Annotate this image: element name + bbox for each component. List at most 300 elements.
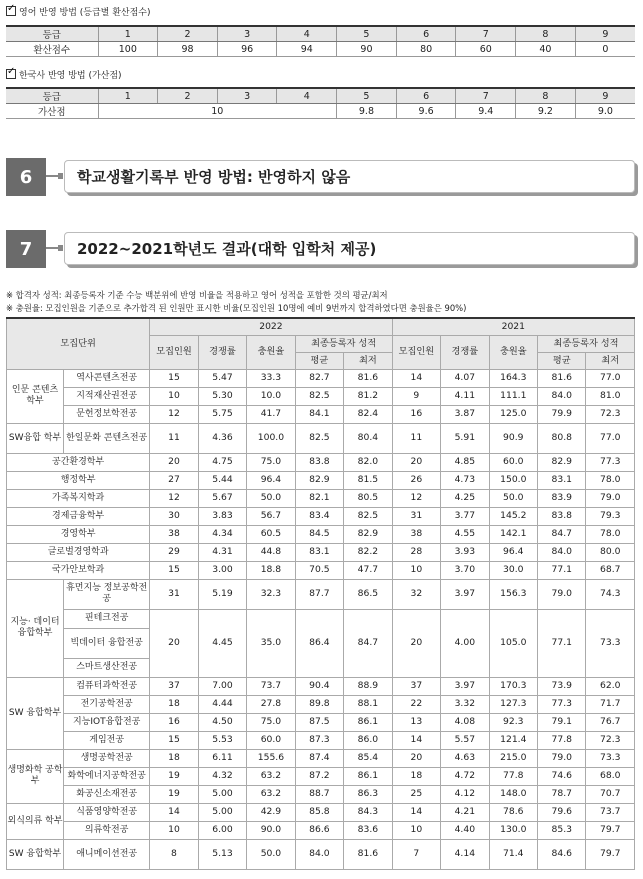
unit-header: 모집단위 (7, 318, 150, 369)
value-cell: 37 (150, 677, 198, 695)
department-cell: 경제금융학부 (7, 507, 150, 525)
value-cell: 37 (392, 677, 440, 695)
value-cell: 3.93 (441, 543, 489, 561)
value-cell: 50.0 (247, 489, 295, 507)
section-7-banner (6, 230, 635, 268)
value-cell: 18 (150, 695, 198, 713)
table-row (7, 785, 635, 803)
department-cell: 행정학부 (7, 471, 150, 489)
value-cell: 7 (392, 839, 440, 869)
grade-cell: 8 (516, 88, 576, 104)
checkbox-icon (6, 69, 16, 79)
value-cell: 4.34 (198, 525, 246, 543)
value-cell: 16 (392, 405, 440, 423)
value-cell: 78.0 (586, 525, 635, 543)
min-header: 최저 (344, 352, 392, 369)
value-cell: 10.0 (247, 387, 295, 405)
value-cell: 87.3 (295, 731, 343, 749)
table-row (7, 525, 635, 543)
quota-header: 모집인원 (150, 335, 198, 369)
value-cell: 33.3 (247, 369, 295, 387)
fill-rate-header: 충원율 (247, 335, 295, 369)
section-number: 7 (6, 230, 46, 268)
table-row (7, 507, 635, 525)
value-cell: 87.2 (295, 767, 343, 785)
value-cell: 20 (150, 453, 198, 471)
value-cell: 79.1 (538, 713, 586, 731)
value-cell: 81.2 (344, 387, 392, 405)
value-cell: 25 (392, 785, 440, 803)
score-cell: 80 (396, 42, 456, 57)
value-cell: 105.0 (489, 609, 537, 677)
value-cell: 81.5 (344, 471, 392, 489)
value-cell: 14 (392, 803, 440, 821)
table-row (7, 749, 635, 767)
value-cell: 10 (392, 821, 440, 839)
value-cell: 4.00 (441, 609, 489, 677)
competition-header: 경쟁률 (198, 335, 246, 369)
year-2022-header: 2022 (150, 318, 392, 335)
value-cell: 3.32 (441, 695, 489, 713)
value-cell: 155.6 (247, 749, 295, 767)
value-cell: 7.00 (198, 677, 246, 695)
grade-header-cell: 등급 (6, 26, 98, 42)
value-cell: 79.0 (538, 579, 586, 609)
value-cell: 82.1 (295, 489, 343, 507)
value-cell: 3.77 (441, 507, 489, 525)
grade-cell: 9 (575, 88, 635, 104)
value-cell: 83.8 (538, 507, 586, 525)
merged-bonus-cell: 10 (98, 104, 337, 119)
value-cell: 4.75 (198, 453, 246, 471)
table-row (7, 561, 635, 579)
value-cell: 78.6 (489, 803, 537, 821)
value-cell: 84.0 (538, 387, 586, 405)
value-cell: 63.2 (247, 785, 295, 803)
grade-cell: 7 (456, 88, 516, 104)
value-cell: 150.0 (489, 471, 537, 489)
table-row (7, 423, 635, 453)
group-cell: 생명화학 공학부 (7, 749, 64, 803)
table-row (7, 489, 635, 507)
competition-header: 경쟁률 (441, 335, 489, 369)
table-row (7, 453, 635, 471)
table-row (7, 713, 635, 731)
department-cell: 문헌정보학전공 (64, 405, 150, 423)
grade-cell: 4 (277, 88, 337, 104)
value-cell: 79.7 (586, 821, 635, 839)
value-cell: 4.07 (441, 369, 489, 387)
value-cell: 96.4 (489, 543, 537, 561)
value-cell: 20 (150, 609, 198, 677)
value-cell: 92.3 (489, 713, 537, 731)
value-cell: 96.4 (247, 471, 295, 489)
department-cell: 공간환경학부 (7, 453, 150, 471)
value-cell: 100.0 (247, 423, 295, 453)
value-cell: 84.0 (295, 839, 343, 869)
value-cell: 27.8 (247, 695, 295, 713)
grade-cell: 6 (396, 88, 456, 104)
value-cell: 82.9 (295, 471, 343, 489)
value-cell: 79.6 (538, 803, 586, 821)
value-cell: 86.0 (344, 731, 392, 749)
value-cell: 12 (150, 405, 198, 423)
value-cell: 16 (150, 713, 198, 731)
value-cell: 20 (392, 749, 440, 767)
value-cell: 3.70 (441, 561, 489, 579)
group-cell: SW 융합학부 (7, 839, 64, 869)
korean-history-grade-table (6, 87, 635, 119)
value-cell: 79.7 (586, 839, 635, 869)
value-cell: 3.00 (198, 561, 246, 579)
value-cell: 6.11 (198, 749, 246, 767)
value-cell: 4.72 (441, 767, 489, 785)
value-cell: 86.6 (295, 821, 343, 839)
score-cell: 94 (277, 42, 337, 57)
value-cell: 70.7 (586, 785, 635, 803)
department-cell: 애니메이션전공 (64, 839, 150, 869)
department-cell: 글로벌경영학과 (7, 543, 150, 561)
value-cell: 83.9 (538, 489, 586, 507)
value-cell: 14 (392, 369, 440, 387)
english-section-title (6, 3, 151, 19)
value-cell: 80.4 (344, 423, 392, 453)
grade-cell: 2 (158, 26, 218, 42)
value-cell: 111.1 (489, 387, 537, 405)
value-cell: 81.0 (586, 387, 635, 405)
avg-header: 평균 (295, 352, 343, 369)
table-row (7, 405, 635, 423)
value-cell: 4.11 (441, 387, 489, 405)
value-cell: 5.47 (198, 369, 246, 387)
value-cell: 5.91 (441, 423, 489, 453)
table-row (7, 579, 635, 609)
value-cell: 18 (150, 749, 198, 767)
value-cell: 87.4 (295, 749, 343, 767)
score-cell: 96 (217, 42, 277, 57)
value-cell: 215.0 (489, 749, 537, 767)
value-cell: 60.0 (247, 731, 295, 749)
value-cell: 77.0 (586, 423, 635, 453)
section-title: 2022~2021학년도 결과(대학 입학처 제공) (64, 232, 635, 265)
value-cell: 85.8 (295, 803, 343, 821)
table-row (7, 803, 635, 821)
value-cell: 90.0 (247, 821, 295, 839)
quota-header: 모집인원 (392, 335, 440, 369)
value-cell: 4.55 (441, 525, 489, 543)
department-cell: 화학에너지공학전공 (64, 767, 150, 785)
department-cell: 역사콘텐츠전공 (64, 369, 150, 387)
table-row (7, 609, 635, 628)
value-cell: 77.0 (586, 369, 635, 387)
grade-cell: 3 (217, 26, 277, 42)
value-cell: 4.63 (441, 749, 489, 767)
year-2021-header: 2021 (392, 318, 634, 335)
value-cell: 4.50 (198, 713, 246, 731)
value-cell: 31 (392, 507, 440, 525)
value-cell: 87.5 (295, 713, 343, 731)
value-cell: 88.1 (344, 695, 392, 713)
value-cell: 5.30 (198, 387, 246, 405)
group-cell: 인문 콘텐츠 학부 (7, 369, 64, 423)
value-cell: 9 (392, 387, 440, 405)
value-cell: 73.3 (586, 609, 635, 677)
value-cell: 148.0 (489, 785, 537, 803)
value-cell: 15 (150, 369, 198, 387)
value-cell: 4.08 (441, 713, 489, 731)
department-cell: 의류학전공 (64, 821, 150, 839)
department-cell: 핀테크전공 (64, 609, 150, 628)
bonus-cell: 9.0 (575, 104, 635, 119)
department-cell: 게임전공 (64, 731, 150, 749)
department-cell: 지능IOT융합전공 (64, 713, 150, 731)
value-cell: 11 (150, 423, 198, 453)
value-cell: 86.4 (295, 609, 343, 677)
value-cell: 4.40 (441, 821, 489, 839)
value-cell: 88.7 (295, 785, 343, 803)
value-cell: 79.0 (538, 749, 586, 767)
score-label-cell: 환산점수 (6, 42, 98, 57)
value-cell: 32.3 (247, 579, 295, 609)
value-cell: 127.3 (489, 695, 537, 713)
table-row (7, 387, 635, 405)
value-cell: 170.3 (489, 677, 537, 695)
grade-cell: 4 (277, 26, 337, 42)
value-cell: 82.7 (295, 369, 343, 387)
value-cell: 50.0 (247, 839, 295, 869)
value-cell: 29 (150, 543, 198, 561)
value-cell: 35.0 (247, 609, 295, 677)
grade-cell: 8 (516, 26, 576, 42)
bonus-cell: 9.8 (337, 104, 397, 119)
grade-cell: 5 (337, 26, 397, 42)
value-cell: 75.0 (247, 713, 295, 731)
value-cell: 71.4 (489, 839, 537, 869)
fill-rate-header: 충원율 (489, 335, 537, 369)
table-row (7, 767, 635, 785)
table-row (7, 821, 635, 839)
value-cell: 83.4 (295, 507, 343, 525)
final-score-header: 최종등록자 성적 (538, 335, 635, 352)
value-cell: 5.00 (198, 803, 246, 821)
notes (6, 289, 635, 315)
department-cell: 국가안보학과 (7, 561, 150, 579)
value-cell: 56.7 (247, 507, 295, 525)
value-cell: 82.2 (344, 543, 392, 561)
value-cell: 77.3 (586, 453, 635, 471)
value-cell: 13 (392, 713, 440, 731)
avg-header: 평균 (538, 352, 586, 369)
value-cell: 86.1 (344, 713, 392, 731)
value-cell: 145.2 (489, 507, 537, 525)
value-cell: 74.3 (586, 579, 635, 609)
value-cell: 31 (150, 579, 198, 609)
value-cell: 4.25 (441, 489, 489, 507)
checkbox-icon (6, 6, 16, 16)
value-cell: 156.3 (489, 579, 537, 609)
value-cell: 84.6 (538, 839, 586, 869)
value-cell: 41.7 (247, 405, 295, 423)
score-cell: 40 (516, 42, 576, 57)
value-cell: 4.85 (441, 453, 489, 471)
value-cell: 82.5 (295, 387, 343, 405)
grade-cell: 7 (456, 26, 516, 42)
table-row (7, 839, 635, 869)
value-cell: 121.4 (489, 731, 537, 749)
value-cell: 19 (150, 785, 198, 803)
value-cell: 19 (150, 767, 198, 785)
value-cell: 83.6 (344, 821, 392, 839)
value-cell: 15 (150, 731, 198, 749)
note-line: ※ 충원율: 모집인원을 기준으로 추가합격 된 인원만 표시한 비율(모집인원 10명에 예비 9번까지 합격하였다면 충원율은 90%) (6, 303, 467, 313)
section-number: 6 (6, 158, 46, 196)
value-cell: 11 (392, 423, 440, 453)
value-cell: 90.4 (295, 677, 343, 695)
grade-cell: 5 (337, 88, 397, 104)
value-cell: 73.3 (586, 749, 635, 767)
group-cell: 지능· 데이터 융합학부 (7, 579, 64, 677)
value-cell: 68.7 (586, 561, 635, 579)
value-cell: 42.9 (247, 803, 295, 821)
value-cell: 89.8 (295, 695, 343, 713)
value-cell: 18 (392, 767, 440, 785)
value-cell: 125.0 (489, 405, 537, 423)
value-cell: 32 (392, 579, 440, 609)
score-cell: 98 (158, 42, 218, 57)
value-cell: 79.3 (586, 507, 635, 525)
value-cell: 80.0 (586, 543, 635, 561)
department-cell: 컴퓨터과학전공 (64, 677, 150, 695)
value-cell: 82.0 (344, 453, 392, 471)
value-cell: 84.1 (295, 405, 343, 423)
value-cell: 88.9 (344, 677, 392, 695)
department-cell: 지적재산권전공 (64, 387, 150, 405)
value-cell: 5.00 (198, 785, 246, 803)
grade-cell: 9 (575, 26, 635, 42)
value-cell: 3.83 (198, 507, 246, 525)
value-cell: 14 (392, 731, 440, 749)
value-cell: 84.3 (344, 803, 392, 821)
value-cell: 12 (392, 489, 440, 507)
department-cell: 빅데이터 융합전공 (64, 628, 150, 658)
grade-cell: 1 (98, 88, 158, 104)
value-cell: 81.6 (344, 369, 392, 387)
bonus-cell: 9.4 (456, 104, 516, 119)
table-row (7, 471, 635, 489)
value-cell: 10 (150, 821, 198, 839)
value-cell: 82.5 (344, 507, 392, 525)
value-cell: 84.7 (538, 525, 586, 543)
value-cell: 77.1 (538, 561, 586, 579)
grade-cell: 3 (217, 88, 277, 104)
value-cell: 38 (392, 525, 440, 543)
value-cell: 72.3 (586, 405, 635, 423)
value-cell: 38 (150, 525, 198, 543)
value-cell: 44.8 (247, 543, 295, 561)
value-cell: 3.97 (441, 579, 489, 609)
value-cell: 83.1 (295, 543, 343, 561)
table-row (7, 731, 635, 749)
value-cell: 84.7 (344, 609, 392, 677)
score-cell: 60 (456, 42, 516, 57)
value-cell: 79.0 (586, 489, 635, 507)
value-cell: 5.75 (198, 405, 246, 423)
value-cell: 77.1 (538, 609, 586, 677)
value-cell: 62.0 (586, 677, 635, 695)
value-cell: 18.8 (247, 561, 295, 579)
value-cell: 20 (392, 609, 440, 677)
value-cell: 4.31 (198, 543, 246, 561)
value-cell: 5.67 (198, 489, 246, 507)
value-cell: 60.0 (489, 453, 537, 471)
value-cell: 20 (392, 453, 440, 471)
value-cell: 3.87 (441, 405, 489, 423)
english-title-text: 영어 반영 방법 (등급별 환산점수) (19, 7, 151, 18)
value-cell: 47.7 (344, 561, 392, 579)
value-cell: 85.4 (344, 749, 392, 767)
english-grade-table (6, 25, 635, 57)
value-cell: 22 (392, 695, 440, 713)
value-cell: 12 (150, 489, 198, 507)
value-cell: 71.7 (586, 695, 635, 713)
value-cell: 81.6 (538, 369, 586, 387)
value-cell: 82.9 (538, 453, 586, 471)
value-cell: 4.36 (198, 423, 246, 453)
value-cell: 4.73 (441, 471, 489, 489)
value-cell: 4.44 (198, 695, 246, 713)
grade-header-cell: 등급 (6, 88, 98, 104)
value-cell: 4.45 (198, 609, 246, 677)
section-6-banner (6, 158, 635, 196)
value-cell: 86.1 (344, 767, 392, 785)
min-header: 최저 (586, 352, 635, 369)
group-cell: SW 융합학부 (7, 677, 64, 749)
grade-cell: 6 (396, 26, 456, 42)
value-cell: 10 (392, 561, 440, 579)
value-cell: 83.8 (295, 453, 343, 471)
value-cell: 80.8 (538, 423, 586, 453)
value-cell: 72.3 (586, 731, 635, 749)
bonus-cell: 9.6 (396, 104, 456, 119)
value-cell: 79.9 (538, 405, 586, 423)
value-cell: 87.7 (295, 579, 343, 609)
value-cell: 5.13 (198, 839, 246, 869)
korean-history-section-title (6, 66, 122, 82)
department-cell: 경영학부 (7, 525, 150, 543)
arrow-icon (46, 173, 64, 180)
value-cell: 82.5 (295, 423, 343, 453)
value-cell: 70.5 (295, 561, 343, 579)
value-cell: 83.1 (538, 471, 586, 489)
department-cell: 한일문화 콘텐츠전공 (64, 423, 150, 453)
value-cell: 82.9 (344, 525, 392, 543)
value-cell: 4.14 (441, 839, 489, 869)
value-cell: 26 (392, 471, 440, 489)
value-cell: 5.19 (198, 579, 246, 609)
value-cell: 4.12 (441, 785, 489, 803)
value-cell: 77.8 (489, 767, 537, 785)
value-cell: 77.8 (538, 731, 586, 749)
department-cell: 전기공학전공 (64, 695, 150, 713)
value-cell: 86.3 (344, 785, 392, 803)
table-row (7, 369, 635, 387)
value-cell: 50.0 (489, 489, 537, 507)
value-cell: 30 (150, 507, 198, 525)
value-cell: 73.7 (247, 677, 295, 695)
table-row (7, 543, 635, 561)
table-row (7, 695, 635, 713)
value-cell: 60.5 (247, 525, 295, 543)
